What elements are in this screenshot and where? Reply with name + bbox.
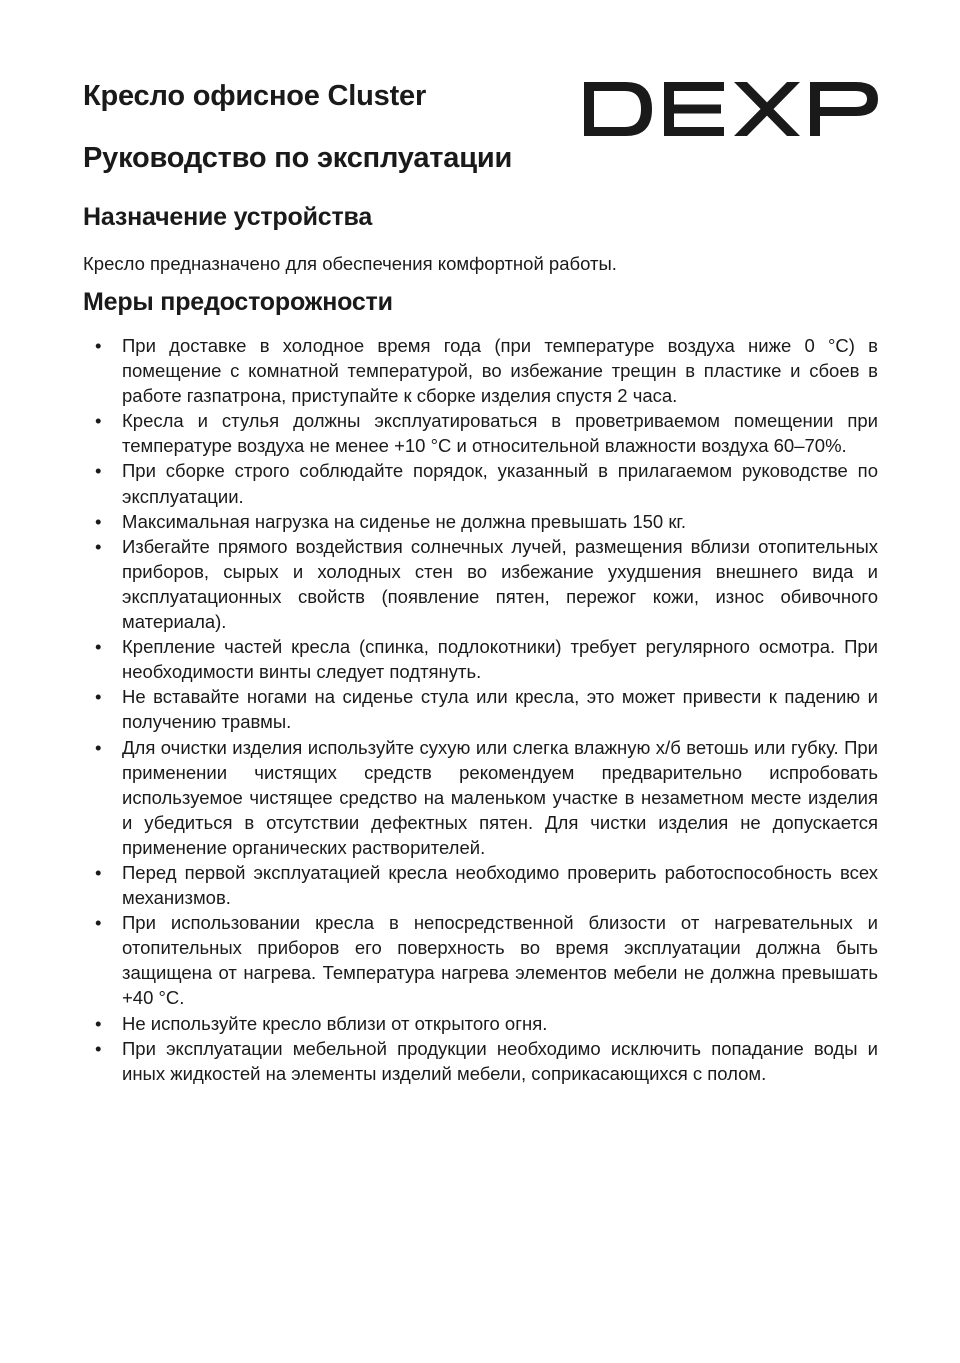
bullet-icon: • [95,535,102,557]
list-item-text: Крепление частей кресла (спинка, подлокотники) требует регулярного осмотра. При необходимости винты следует подтянуть. [122,636,878,683]
bullet-icon: • [95,686,102,708]
bullet-icon: • [95,510,102,532]
list-item [95,860,878,910]
dexp-logo [584,82,878,136]
bullet-icon: • [95,1037,102,1059]
product-title: Кресло офисное Cluster [83,80,427,112]
bullet-icon: • [95,410,102,432]
list-item-text: При сборке строго соблюдайте порядок, указанный в прилагаемом руководстве по эксплуатации. [122,460,878,507]
list-item-text: Кресла и стулья должны эксплуатироваться в проветриваемом помещении при температуре воздуха не менее +10 °C и относительной влажности воздуха 60–70%. [122,410,878,457]
bullet-icon: • [95,861,102,883]
manual-title: Руководство по эксплуатации [83,142,513,174]
list-item-text: При доставке в холодное время года (при температуре воздуха ниже 0 °C) в помещение с комнатной температурой, во избежание трещин в пластике и сбоев в работе газпатрона, приступайте к сборке изделия спустя 2 часа. [122,335,878,407]
list-item-text: Избегайте прямого воздействия солнечных лучей, размещения вблизи отопительных приборов, сырых и холодных стен во избежание ухудшения внешнего вида и эксплуатационных свойств (появление пятен, пережог кожи, износ обивочного материала). [122,535,878,633]
list-item-text: При использовании кресла в непосредственной близости от нагревательных и отопительных приборов его поверхность во время эксплуатации должна быть защищена от нагрева. Температура нагрева элементов мебели не должна превышать +40 °C. [122,912,878,1009]
bullet-icon: • [95,1012,102,1034]
list-item-text: Не вставайте ногами на сиденье стула или кресла, это может привести к падению и получению травмы. [122,686,878,733]
list-item-text: Максимальная нагрузка на сиденье не должна превышать 150 кг. [122,510,687,532]
list-item [95,534,878,634]
bullet-icon: • [95,636,102,658]
list-item [95,509,878,534]
list-item [95,458,878,508]
list-item [95,634,878,684]
precautions-heading: Меры предосторожности [83,288,393,316]
bullet-icon: • [95,335,102,356]
purpose-text: Кресло предназначено для обеспечения комфортной работы. [83,253,617,274]
list-item [95,735,878,860]
list-item-text: При эксплуатации мебельной продукции необходимо исключить попадание воды и иных жидкостей на элементы изделий мебели, соприкасающихся с полом. [122,1037,878,1084]
list-item-text: Перед первой эксплуатацией кресла необходимо проверить работоспособность всех механизмов. [122,861,878,909]
list-item-text: Для очистки изделия используйте сухую или слегка влажную х/б ветошь или губку. При применении чистящих средств рекомендуем предварительно испробовать используемое чистящее средство на маленьком участке в незаметном месте изделия и убедиться в отсутствии дефектных пятен. Для чистки изделия не допускается применение органических растворителей. [122,736,878,858]
bullet-icon: • [95,736,102,758]
list-item [95,333,878,408]
list-item [95,910,878,1010]
list-item [95,408,878,458]
precautions-list [95,333,878,1086]
list-item [95,1011,878,1036]
purpose-heading: Назначение устройства [83,203,373,231]
bullet-icon: • [95,912,102,934]
list-item-text: Не используйте кресло вблизи от открытого огня. [122,1012,548,1034]
list-item [95,684,878,734]
list-item [95,1036,878,1086]
bullet-icon: • [95,460,102,482]
